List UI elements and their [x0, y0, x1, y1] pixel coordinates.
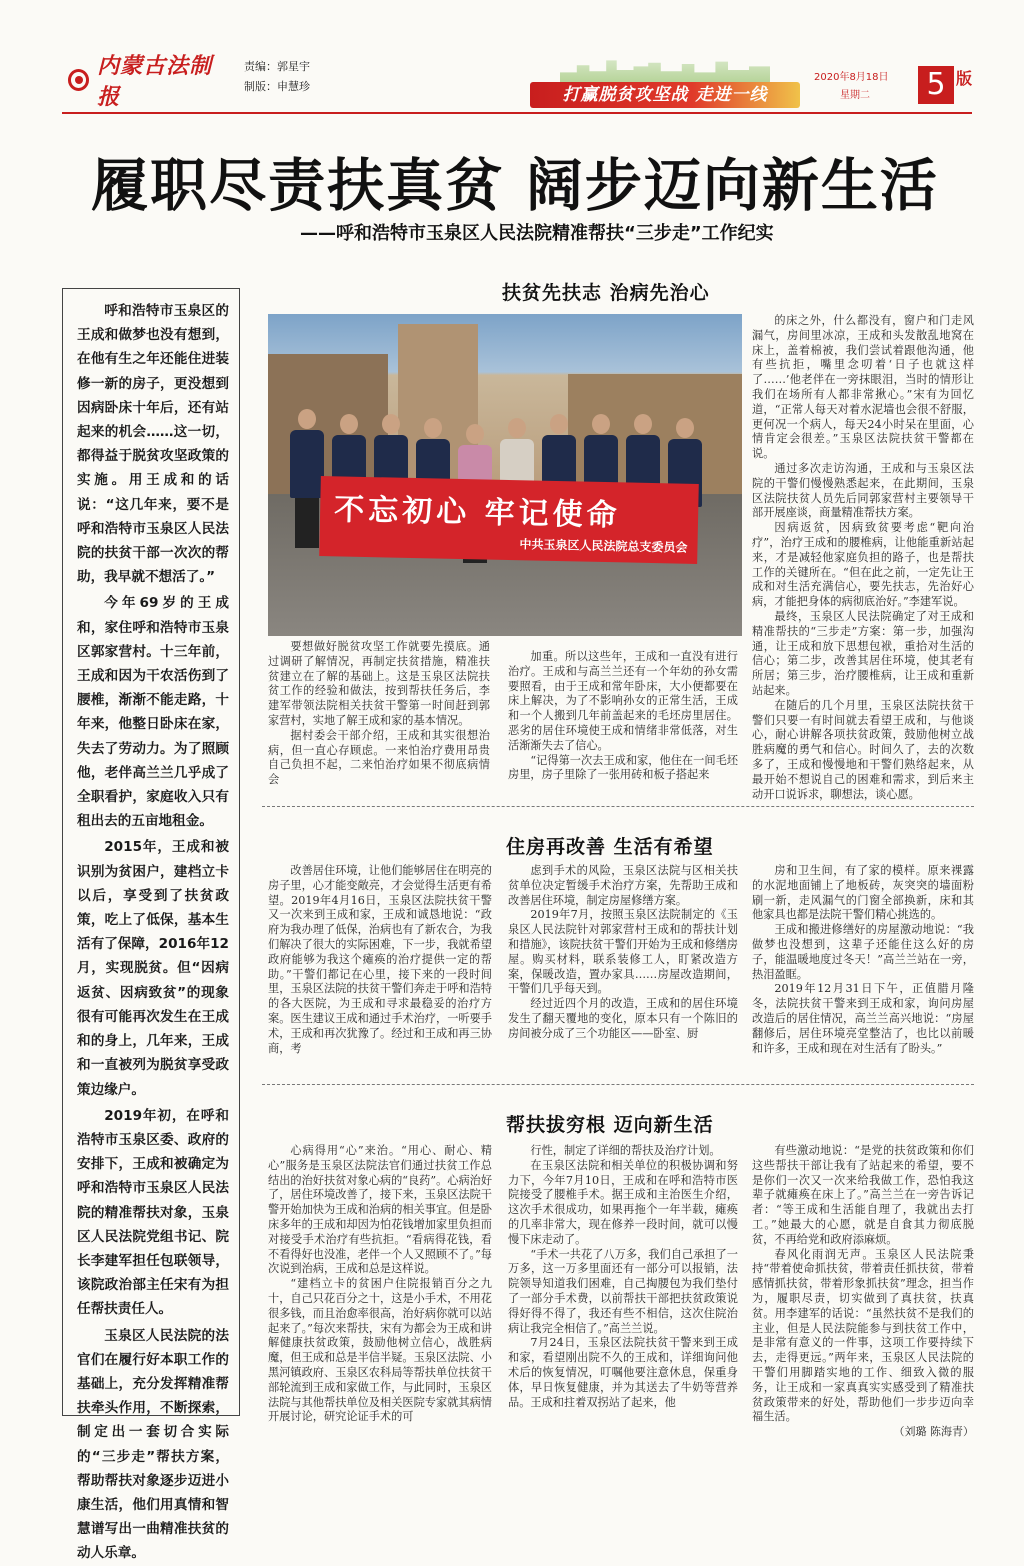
section3-column-2: [508, 1144, 738, 1410]
body-paragraph: 7月24日，玉泉区法院扶贫干警来到王成和家，看望刚出院不久的王成和，详细询问他术后的恢复情况，叮嘱他要注意休息，保重身体，早日恢复健康，并为其送去了牛奶等营养品。王成和拄着双拐站了起来，他: [508, 1336, 738, 1409]
article-subheadline: ——呼和浩特市玉泉区人民法院精准帮扶“三步走”工作纪实: [300, 223, 774, 244]
body-paragraph: 有些激动地说：“是党的扶贫政策和你们这些帮扶干部让我有了站起来的希望，要不是你们一次又一次来给我做工作，恐怕我这辈子就瘫痪在床上了。”高兰兰在一旁告诉记者：“等王成和生活能自理了，我就出去打工。”她最大的心愿，就是自食其力彻底脱贫，不再给党和政府添麻烦。: [752, 1144, 974, 1246]
body-paragraph: 2019年7月，按照玉泉区法院制定的《玉泉区人民法院针对郭家营村王成和的帮扶计划和措施》，该院扶贫干警们开始为王成和修缮房屋。购买材料，联系装修工人，盯紧改造方案，保暖改造，置办家具……房屋改造期间，干警们几乎每天到。: [508, 908, 738, 996]
section3-column-1: [268, 1144, 492, 1425]
body-paragraph: “记得第一次去王成和家，他住在一间毛坯房里，房子里除了一张用砖和板子搭起来: [508, 753, 738, 782]
sidebar-paragraph: 今年69岁的王成和，家住呼和浩特市玉泉区郭家营村。十三年前，王成和因为干农活伤到了腰椎，渐渐不能走路，十年来，他整日卧床在家，失去了劳动力。为了照顾他，老伴高兰兰几乎成了全职看护，家庭收入只有租出去的五亩地租金。: [77, 595, 229, 830]
photo-banner-org: 中共玉泉区人民法院总支委员会: [519, 537, 688, 555]
sidebar-paragraph: 2019年初，在呼和浩特市玉泉区委、政府的安排下，王成和被确定为呼和浩特市玉泉区人民法院的精准帮扶对象，玉泉区人民法院党组书记、院长李建军担任包联领导，该院政治部主任宋有为担任帮扶责任人。: [77, 1107, 229, 1318]
newspaper-name: 内蒙古法制报: [97, 53, 213, 110]
body-paragraph: 心病得用“心”来治。“用心、耐心、精心”服务是玉泉区法院法官们通过扶贫工作总结出的治好扶贫对象心病的“良药”。心病治好了，居住环境改善了，接下来，玉泉区法院干警开始加快为王成和治病的相关事宜。但是卧床多年的王成和却因为怕花钱增加家里负担而对接受手术治疗有些抗拒。“看病得花钱，看不看得好也没准，老伴一个人又照顾不了。”每次说到治病，王成和总是这样说。: [268, 1144, 493, 1276]
section1-column-3: [752, 314, 974, 802]
body-paragraph: 最终，玉泉区人民法院确定了对王成和精准帮扶的“三步走”方案：第一步，加强沟通，让王成和放下思想包袱，重拾对生活的信心；第二步，改善其居住环境，使其老有所居；第三步，治疗腰椎病，让王成和重新站起来。: [752, 609, 974, 697]
body-paragraph: 房和卫生间，有了家的模样。原来裸露的水泥地面铺上了地板砖，灰突突的墙面粉刷一新，走风漏气的门窗全部换新，床和其他家具也都是法院干警们精心挑选的。: [752, 864, 974, 922]
header-divider: [62, 112, 972, 114]
section2-column-1: [268, 864, 492, 1056]
editor-credit: 责编：郭星宇: [244, 60, 310, 73]
lead-sidebar: [62, 288, 240, 1562]
body-paragraph: 经过近四个月的改造，王成和的居住环境发生了翻天覆地的变化，原本只有一个陈旧的房间被分成了三个功能区——卧室、厨: [508, 997, 738, 1040]
section-divider: [262, 806, 974, 807]
issue-date: 2020年8月18日: [814, 72, 889, 83]
section1-column-2: [508, 650, 738, 783]
logo-emblem-icon: [68, 69, 89, 91]
body-paragraph: 2019年12月31日下午，正值腊月隆冬，法院扶贫干警来到王成和家，询问房屋改造后的居住情况，高兰兰高兴地说：“房屋翻修后，居住环境亮堂整洁了，也比以前暖和许多，王成和现在对生活有了盼头。”: [752, 982, 974, 1055]
body-paragraph: 春风化雨润无声。玉泉区人民法院秉持“带着使命抓扶贫，带着责任抓扶贫，带着感情抓扶贫，带着形象抓扶贫”理念，担当作为，履职尽责，切实做到了真扶贫，扶真贫。用李建军的话说：“虽然扶贫不是我们的主业，但是人民法院能参与到扶贫工作中，是非常有意义的一件事，这项工作要持续下去，走得更远。”两年来，玉泉区人民法院的干警们用脚踏实地的工作、细致入微的服务，让王成和一家真真实实感受到了精准扶贫政策带来的好处，帮助他们一步步迈向幸福生活。: [752, 1247, 974, 1424]
body-paragraph: 在随后的几个月里，玉泉区法院扶贫干警们只要一有时间就去看望王成和，与他谈心，耐心讲解各项扶贫政策，鼓励他树立战胜病魔的勇气和信心。时间久了，去的次数多了，王成和慢慢地和干警们熟络起来，从最开始不想说自己的困难和需求，到后来主动开口说诉求，聊想法，谈心愿。: [752, 698, 974, 801]
article-byline: （刘璐 陈海青）: [893, 1425, 974, 1439]
section3-column-3: [752, 1144, 974, 1440]
page-number: 5: [918, 66, 954, 104]
page-suffix: 版: [956, 69, 973, 88]
body-paragraph: 据村委会干部介绍，王成和其实很想治病，但一直心存顾虑。一来怕治疗费用昂贵自己负担不起，二来怕治疗如果不彻底病情会: [268, 728, 490, 787]
body-paragraph: 加重。所以这些年，王成和一直没有进行治疗。王成和与高兰兰还有一个年幼的孙女需要照看，由于王成和常年卧床，大小便都要在床上解决，为了不影响孙女的正常生活，王成和一个人搬到几年前盖起来的毛坯房里居住。恶劣的居住环境使王成和情绪非常低落，对生活渐渐失去了信心。: [508, 650, 738, 752]
article-headline: 履职尽责扶真贫 阔步迈向新生活: [91, 152, 939, 219]
issue-weekday: 星期二: [840, 90, 870, 101]
photo-red-banner: [319, 476, 699, 564]
body-paragraph: “手术一共花了八万多，我们自己承担了一万多，这一万多里面还有一部分可以报销，法院领导知道我们困难，自己掏腰包为我们垫付了一部分手术费，以前帮扶干部把扶贫政策说得好得不得了，我还有些不相信，这次住院治病让我完全相信了。”高兰兰说。: [508, 1247, 738, 1335]
sidebar-paragraph: 2015年，王成和被识别为贫困户，建档立卡以后，享受到了扶贫政策，吃上了低保，基本生活有了保障，2016年12月，实现脱贫。但“因病返贫、因病致贫”的现象很有可能再次发生在王成和的身上，几年来，王成和一直被列为脱贫享受政策边缘户。: [77, 839, 229, 1098]
body-paragraph: 虑到手术的风险，玉泉区法院与区相关扶贫单位决定暂缓手术治疗方案，先帮助王成和改善居住环境，制定房屋修缮方案。: [508, 864, 738, 907]
body-paragraph: 要想做好脱贫攻坚工作就要先摸底。通过调研了解情况，再制定扶贫措施，精准扶贫建立在了解的基础上。这是玉泉区法院扶贫工作的经验和做法，按到帮扶任务后，李建军带领法院相关扶贫干警第一时间赶到郭家营村，实地了解王成和家的基本情况。: [268, 640, 490, 727]
campaign-banner-text: 打赢脱贫攻坚战 走进一线: [530, 82, 800, 108]
photo-banner-slogan: 不忘初心 牢记使命: [333, 492, 621, 534]
body-paragraph: 通过多次走访沟通，王成和与玉泉区法院的干警们慢慢熟悉起来，在此期间，玉泉区法院扶贫人员先后同郭家营村主要领导干部开展座谈，商量精准帮扶方案。: [752, 461, 974, 520]
campaign-banner: [530, 58, 800, 108]
news-photo: [268, 314, 742, 636]
photo-building: [268, 354, 388, 494]
body-paragraph: 的床之外，什么都没有，窗户和门走风漏气，房间里冰凉，王成和头发散乱地窝在床上，盖着棉被，我们尝试着跟他沟通，他有些抗拒，嘴里念叨着‘日子也就这样了……’他老伴在一旁抹眼泪，当时的情形让我们在场所有人都非常揪心。”宋有为回忆道，“正常人每天对着水泥墙也会很不舒服，更何况一个病人，每天24小时呆在里面，心情肯定会很差。”玉泉区法院扶贫干警都在说。: [752, 314, 974, 461]
section-title: 帮扶拔穷根 迈向新生活: [506, 1114, 714, 1136]
designer-credit: 制版：申慧珍: [244, 80, 310, 93]
sidebar-paragraph: 玉泉区人民法院的法官们在履行好本职工作的基础上，充分发挥精准帮扶牵头作用，不断探索，制定出一套切合实际的“三步走”帮扶方案，帮助帮扶对象逐步迈进小康生活，他们用真情和智慧谱写出一曲精准扶贫的动人乐章。: [77, 1327, 229, 1562]
date-box: [810, 66, 973, 104]
body-paragraph: 改善居住环境，让他们能够居住在明亮的房子里，心才能变敞亮，才会觉得生活更有希望。2019年4月16日，玉泉区法院扶贫干警又一次来到王成和家，王成和诚恳地说：“政府为我办理了低保，治病也有了新农合，为我们解决了很大的实际困难，下一步，我就希望政府能够为我这个瘫痪的治疗提供一定的帮助。”干警们都记在心里，接下来的一段时间里，玉泉区法院的扶贫干警们奔走于呼和浩特的各大医院，为王成和寻求最稳妥的治疗方案。医生建议王成和通过手术治疗，一听要手术，王成和再次犹豫了。经过和王成和再三协商，考: [268, 864, 492, 1055]
city-skyline-icon: [560, 58, 770, 82]
body-paragraph: 因病返贫，因病致贫要考虑“靶向治疗”，治疗王成和的腰椎病，让他能重新站起来，才是减轻他家庭负担的路子，也是帮扶工作的关键所在。“但在此之前，一定先让王成和对生活充满信心，要先扶志，先治好心病，才能把身体的病彻底治好。”李建军说。: [752, 521, 974, 609]
section-title: 住房再改善 生活有希望: [506, 836, 714, 858]
newspaper-logo: [68, 53, 228, 110]
section1-column-1: [268, 640, 490, 788]
section-title: 扶贫先扶志 治病先治心: [502, 282, 710, 304]
section-divider: [262, 1084, 974, 1085]
body-paragraph: 王成和搬进修缮好的房屋激动地说：“我做梦也没想到，这辈子还能住这么好的房子，能温暖地度过冬天！”高兰兰站在一旁，热泪盈眶。: [752, 923, 974, 981]
body-paragraph: 行性，制定了详细的帮扶及治疗计划。: [530, 1144, 721, 1157]
body-paragraph: “建档立卡的贫困户住院报销百分之九十，自己只花百分之十，这是小手术，不用花很多钱，而且治愈率很高，治好病你就可以站起来了。”每次来帮扶，宋有为都会为王成和讲解健康扶贫政策，鼓励他树立信心，战胜病魔，但王成和总是半信半疑。玉泉区法院、小黑河镇政府、玉泉区农科局等帮扶单位扶贫干部轮流到王成和家做工作，与此同时，玉泉区法院与其他帮扶单位及相关医院专家就其病情开展讨论，研究论证手术的可: [268, 1277, 492, 1424]
section2-column-2: [508, 864, 738, 1042]
body-paragraph: 在玉泉区法院和相关单位的积极协调和努力下，今年7月10日，王成和在呼和浩特市医院接受了腰椎手术。据王成和主治医生介绍，这次手术很成功，如果再拖个一年半载，瘫痪的几率非常大，现在修养一段时间，就可以慢慢下床走动了。: [508, 1158, 738, 1246]
sidebar-paragraph: 呼和浩特市玉泉区的王成和做梦也没有想到，在他有生之年还能住进装修一新的房子，更没想到因病卧床十年后，还有站起来的机会……这一切，都得益于脱贫攻坚政策的实施。用王成和的话说：“这几年来，要不是呼和浩特市玉泉区人民法院的扶贫干部一次次的帮助，我早就不想活了。”: [77, 303, 229, 586]
section2-column-3: [752, 864, 974, 1056]
